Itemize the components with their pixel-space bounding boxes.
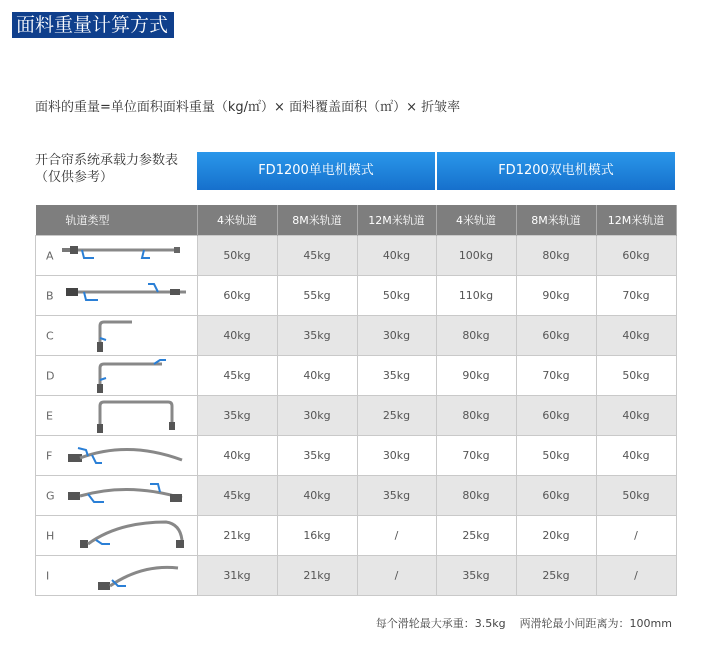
load-value-cell: 35kg: [357, 356, 436, 396]
load-value-cell: 50kg: [197, 236, 277, 276]
load-value-cell: 40kg: [197, 316, 277, 356]
load-value-cell: 80kg: [436, 316, 516, 356]
page-title: 面料重量计算方式: [12, 12, 174, 38]
track-type-cell: [36, 476, 198, 516]
load-value-cell: /: [357, 516, 436, 556]
curved-track-f-icon: [58, 438, 188, 473]
column-header-single-12m: 12M米轨道: [357, 205, 436, 236]
table-row: [36, 516, 677, 556]
table-row: [36, 556, 677, 596]
track-type-label: C: [46, 329, 54, 342]
column-header-single-8m: 8M米轨道: [277, 205, 357, 236]
load-value-cell: 55kg: [277, 276, 357, 316]
params-table-label: 开合帘系统承载力参数表（仅供参考）: [35, 153, 179, 185]
single-motor-mode-header: FD1200单电机模式: [197, 152, 435, 190]
curved-track-g-icon: [58, 478, 188, 513]
dual-motor-mode-header: FD1200双电机模式: [437, 152, 675, 190]
load-value-cell: 60kg: [197, 276, 277, 316]
load-value-cell: 70kg: [596, 276, 676, 316]
load-value-cell: 35kg: [277, 436, 357, 476]
weight-formula: 面料的重量=单位面积面料重量（kg/㎡）× 面料覆盖面积（㎡）× 折皱率: [35, 100, 461, 115]
track-type-cell: [36, 236, 198, 276]
track-type-label: E: [46, 409, 53, 422]
track-type-label: H: [46, 529, 55, 542]
load-value-cell: 50kg: [596, 356, 676, 396]
l-track-small-icon: [58, 318, 188, 357]
footnote-min-spacing: 两滑轮最小间距离为：100mm: [519, 617, 672, 630]
track-type-cell: [36, 556, 198, 596]
load-value-cell: 90kg: [436, 356, 516, 396]
load-value-cell: 40kg: [277, 476, 357, 516]
load-value-cell: 16kg: [277, 516, 357, 556]
column-header-dual-4m: 4米轨道: [436, 205, 516, 236]
column-header-dual-8m: 8M米轨道: [516, 205, 596, 236]
track-type-label: A: [46, 249, 54, 262]
load-value-cell: 70kg: [436, 436, 516, 476]
load-value-cell: 80kg: [436, 476, 516, 516]
load-value-cell: 110kg: [436, 276, 516, 316]
load-value-cell: 35kg: [436, 556, 516, 596]
load-value-cell: /: [357, 556, 436, 596]
table-row: [36, 356, 677, 396]
load-value-cell: 21kg: [277, 556, 357, 596]
load-value-cell: 35kg: [197, 396, 277, 436]
table-row: [36, 316, 677, 356]
load-value-cell: 25kg: [357, 396, 436, 436]
track-type-cell: [36, 316, 198, 356]
table-row: [36, 476, 677, 516]
load-value-cell: 45kg: [277, 236, 357, 276]
l-track-large-icon: [58, 358, 188, 397]
straight-track-b-icon: [58, 278, 188, 313]
track-type-label: I: [46, 569, 50, 582]
u-track-icon: [58, 398, 188, 437]
track-type-label: B: [46, 289, 54, 302]
load-value-cell: 40kg: [357, 236, 436, 276]
straight-track-a-icon: [58, 238, 188, 273]
load-value-cell: 20kg: [516, 516, 596, 556]
load-value-cell: 30kg: [277, 396, 357, 436]
load-value-cell: 60kg: [516, 396, 596, 436]
load-value-cell: 40kg: [197, 436, 277, 476]
track-type-cell: [36, 276, 198, 316]
table-row: [36, 236, 677, 276]
load-value-cell: 80kg: [436, 396, 516, 436]
arc-track-h-icon: [58, 518, 188, 557]
load-value-cell: 90kg: [516, 276, 596, 316]
load-value-cell: 40kg: [596, 396, 676, 436]
track-type-label: G: [46, 489, 55, 502]
track-type-cell: [36, 356, 198, 396]
load-value-cell: 35kg: [277, 316, 357, 356]
load-value-cell: 100kg: [436, 236, 516, 276]
track-type-cell: [36, 516, 198, 556]
load-value-cell: 60kg: [516, 476, 596, 516]
footnote: [376, 615, 672, 631]
load-capacity-table: [35, 205, 677, 596]
track-type-cell: [36, 436, 198, 476]
track-type-label: F: [46, 449, 53, 462]
table-row: [36, 276, 677, 316]
column-header-single-4m: 4米轨道: [197, 205, 277, 236]
load-value-cell: 25kg: [436, 516, 516, 556]
load-value-cell: 70kg: [516, 356, 596, 396]
track-type-label: D: [46, 369, 55, 382]
load-value-cell: 35kg: [357, 476, 436, 516]
load-value-cell: 50kg: [516, 436, 596, 476]
table-row: [36, 436, 677, 476]
load-value-cell: 50kg: [596, 476, 676, 516]
footnote-max-load: 每个滑轮最大承重：3.5kg: [375, 617, 506, 630]
load-value-cell: 30kg: [357, 436, 436, 476]
load-value-cell: 40kg: [596, 436, 676, 476]
load-value-cell: /: [596, 516, 676, 556]
load-value-cell: 45kg: [197, 356, 277, 396]
load-value-cell: 40kg: [596, 316, 676, 356]
column-header-track-type: 轨道类型: [36, 205, 198, 236]
column-header-dual-12m: 12M米轨道: [596, 205, 676, 236]
load-value-cell: 80kg: [516, 236, 596, 276]
table-header-row: [36, 205, 677, 236]
load-value-cell: 25kg: [516, 556, 596, 596]
table-row: [36, 396, 677, 436]
track-type-cell: [36, 396, 198, 436]
load-value-cell: 45kg: [197, 476, 277, 516]
arc-track-i-icon: [58, 558, 188, 597]
load-value-cell: 21kg: [197, 516, 277, 556]
load-value-cell: 60kg: [596, 236, 676, 276]
load-value-cell: 30kg: [357, 316, 436, 356]
load-value-cell: 50kg: [357, 276, 436, 316]
load-value-cell: 40kg: [277, 356, 357, 396]
load-value-cell: /: [596, 556, 676, 596]
load-value-cell: 31kg: [197, 556, 277, 596]
load-value-cell: 60kg: [516, 316, 596, 356]
